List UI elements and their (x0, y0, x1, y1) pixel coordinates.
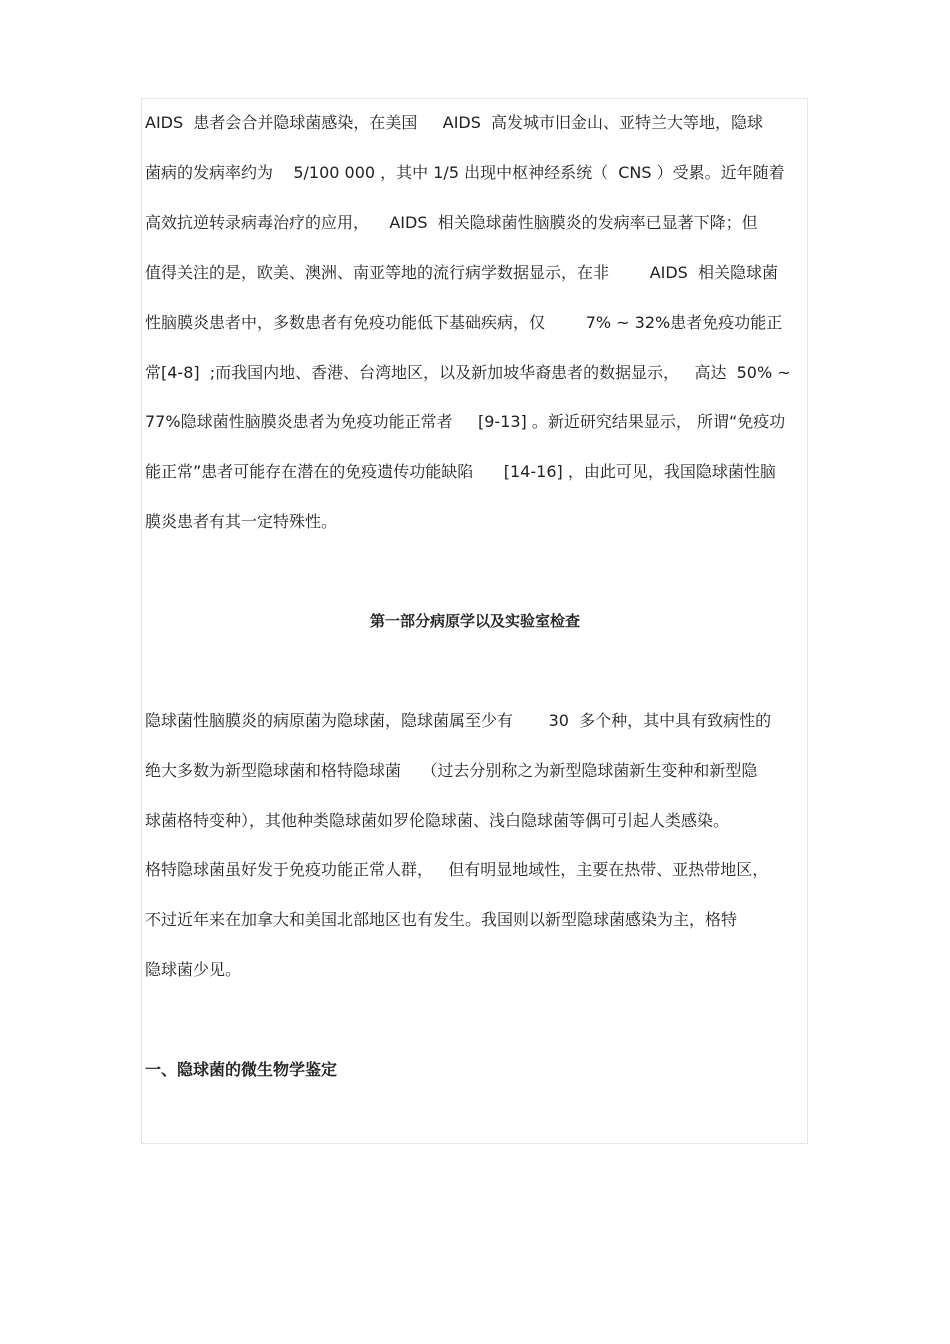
section-title: 第一部分病原学以及实验室检查 (369, 612, 580, 630)
paragraph-line: 不过近年来在加拿大和美国北部地区也有发生。我国则以新型隐球菌感染为主，格特 (145, 910, 738, 929)
paragraph-line: 常[4-8] ;而我国内地、香港、台湾地区，以及新加坡华裔患者的数据显示， 高达 50% ~ (145, 363, 791, 382)
paragraph-line: 隐球菌性脑膜炎的病原菌为隐球菌，隐球菌属至少有 30 多个种，其中具有致病性的 (145, 711, 772, 730)
paragraph-line: 膜炎患者有其一定特殊性。 (145, 512, 338, 531)
paragraph-line: 隐球菌少见。 (145, 960, 242, 979)
paragraph-line: 性脑膜炎患者中，多数患者有免疫功能低下基础疾病，仅 7% ~ 32%患者免疫功能正 (145, 313, 783, 332)
paragraph-line: 能正常”患者可能存在潜在的免疫遗传功能缺陷 [14-16] ，由此可见，我国隐球菌性脑 (145, 462, 776, 481)
subsection-title: 一、隐球菌的微生物学鉴定 (145, 1060, 338, 1079)
paragraph-line: 高效抗逆转录病毒治疗的应用， AIDS 相关隐球菌性脑膜炎的发病率已显著下降；但 (145, 213, 758, 232)
paragraph-line: 绝大多数为新型隐球菌和格特隐球菌 （过去分别称之为新型隐球菌新生变种和新型隐 (145, 761, 758, 780)
paragraph-line: 值得关注的是，欧美、澳洲、南亚等地的流行病学数据显示，在非 AIDS 相关隐球菌 (145, 263, 779, 282)
paragraph-line: 球菌格特变种），其他种类隐球菌如罗伦隐球菌、浅白隐球菌等偶可引起人类感染。 (145, 811, 730, 830)
paragraph-line: 菌病的发病率约为 5/100 000 ，其中 1/5 出现中枢神经系统（ CNS ）受累。近年随着 (145, 163, 785, 182)
paragraph-line: AIDS 患者会合并隐球菌感染，在美国 AIDS 高发城市旧金山、亚特兰大等地，隐球 (145, 113, 764, 132)
paragraph-line: 格特隐球菌虽好发于免疫功能正常人群， 但有明显地域性，主要在热带、亚热带地区， (145, 860, 769, 879)
paragraph-line: 77%隐球菌性脑膜炎患者为免疫功能正常者 [9-13] 。新近研究结果显示， 所谓“免疫功 (145, 412, 786, 431)
